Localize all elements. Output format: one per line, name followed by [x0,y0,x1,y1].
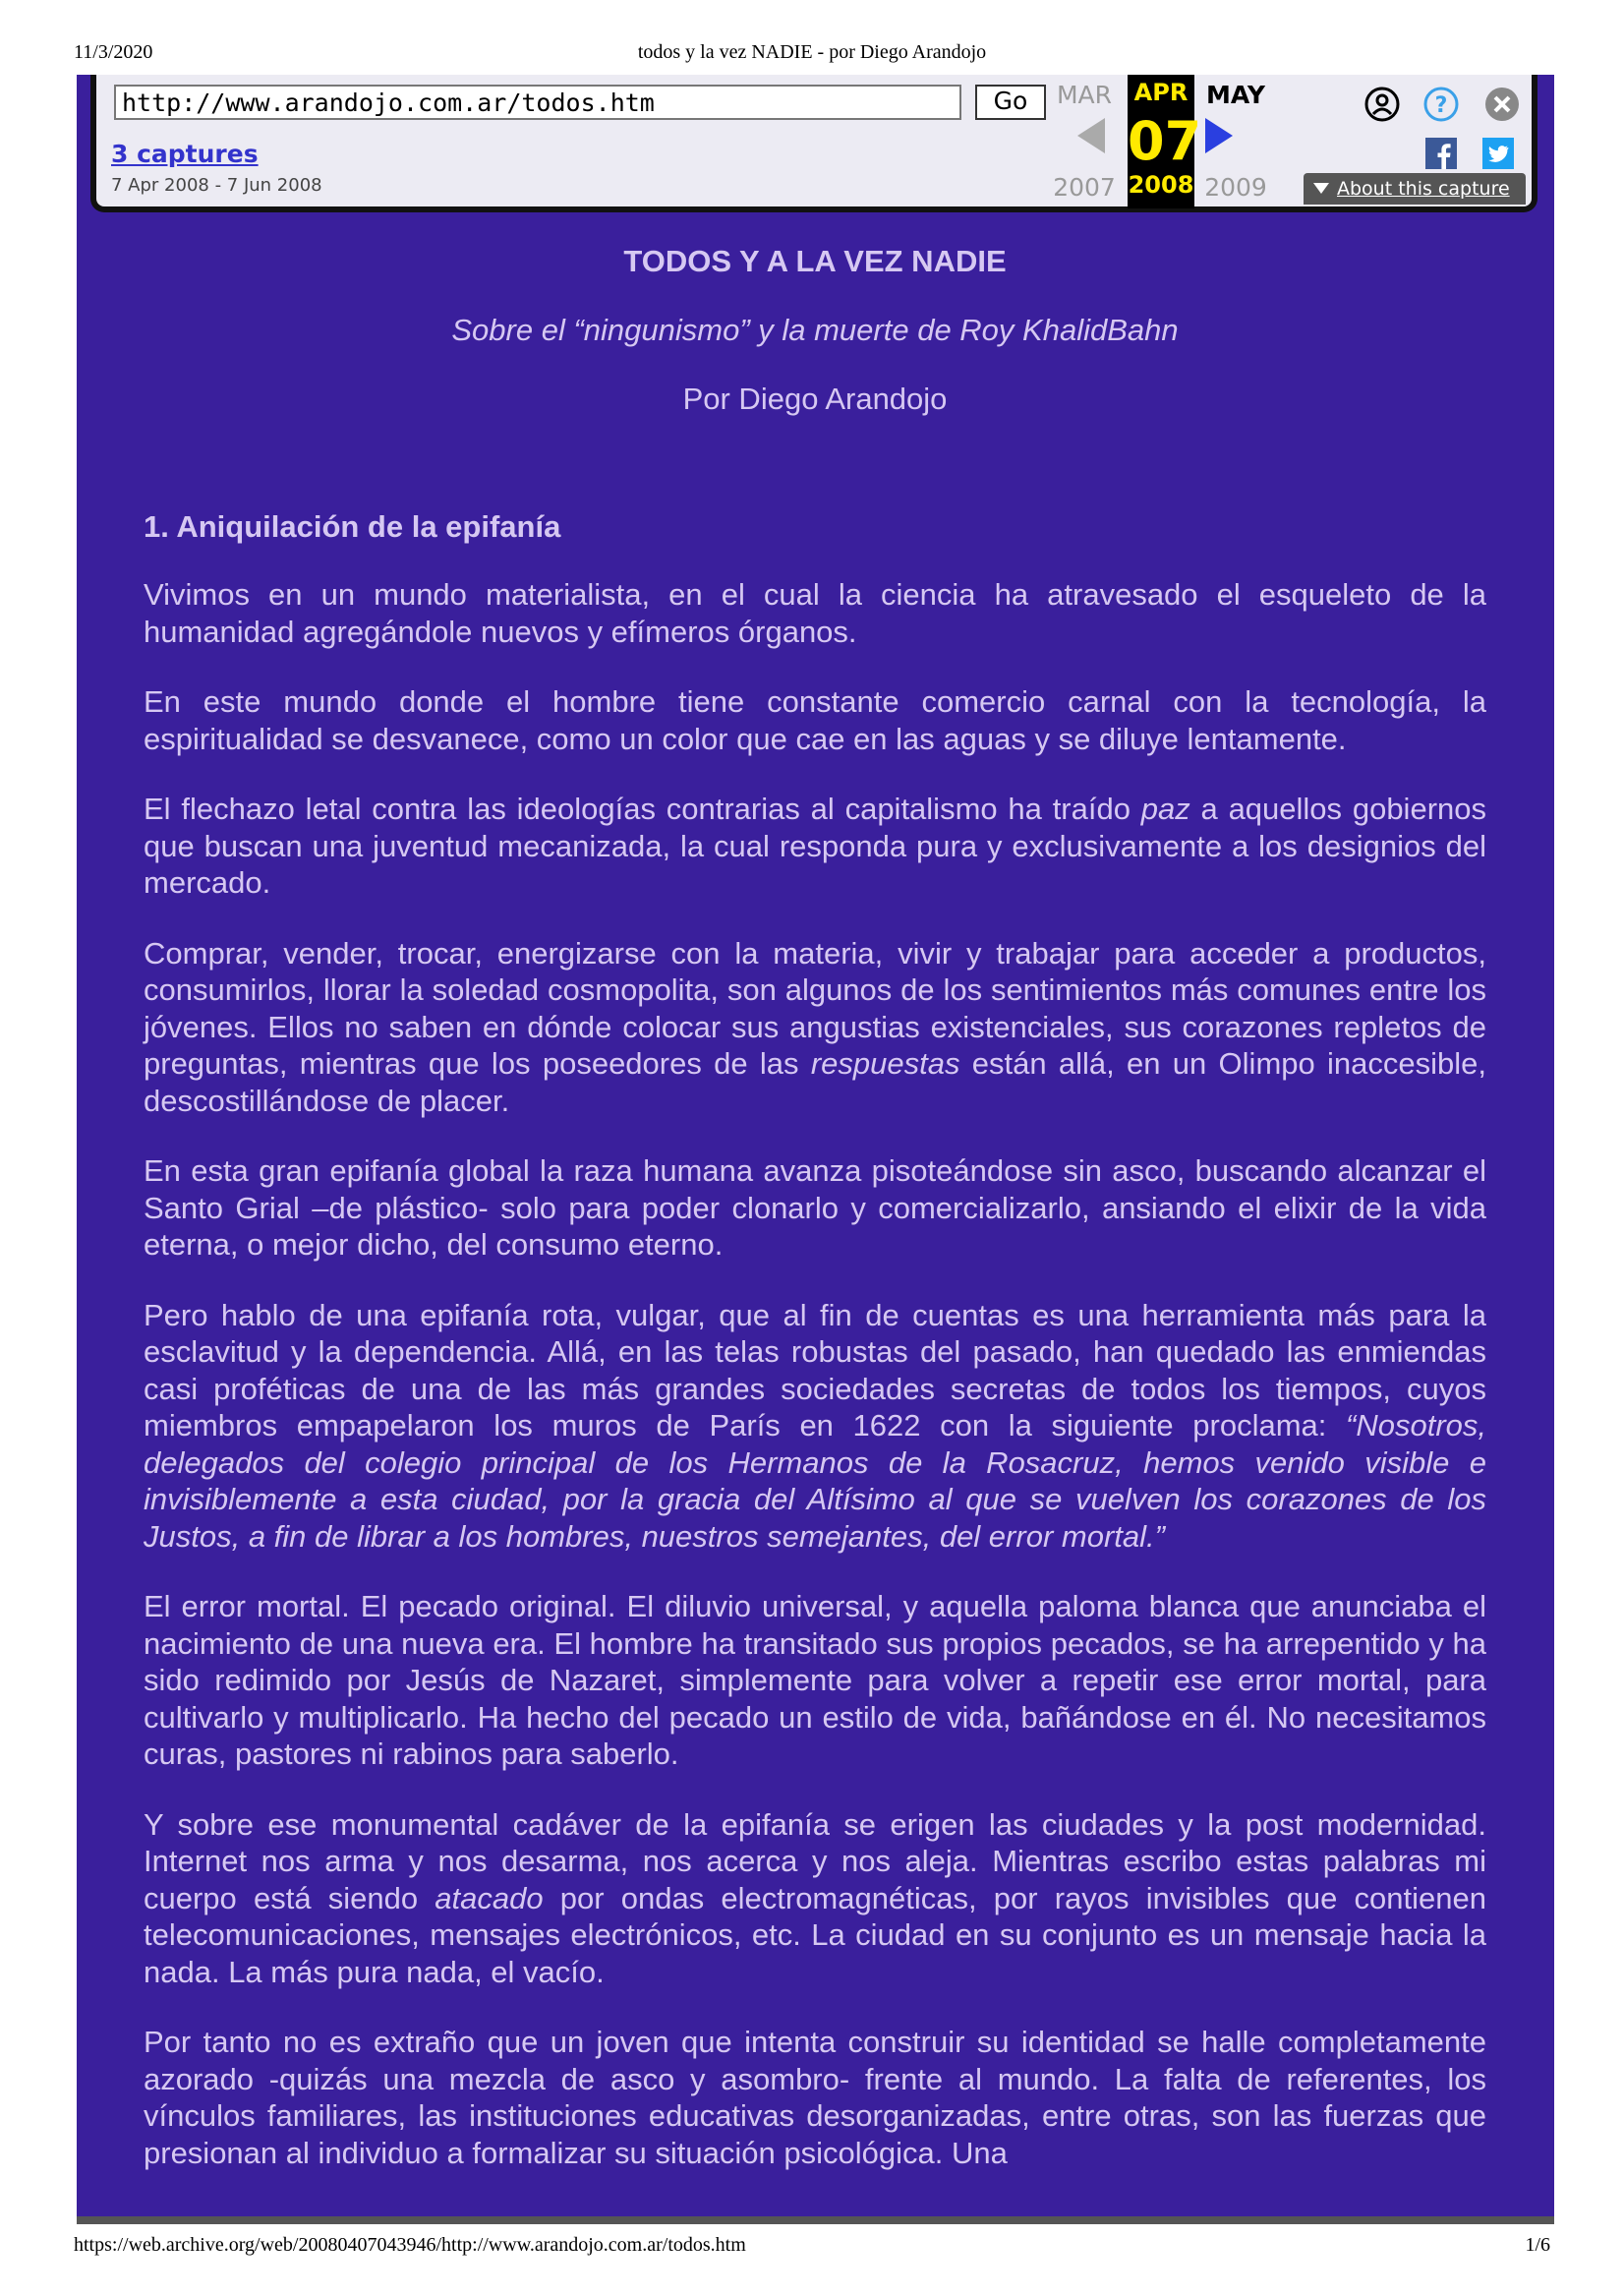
prev-month-link[interactable]: MAR [1056,81,1113,109]
page-bottom-rule [77,2216,1554,2224]
article-title: TODOS Y A LA VEZ NADIE [623,244,1007,278]
paragraph: Por tanto no es extraño que un joven que intenta construir su identidad se halle completamente azorado -quizás una mezcla de asco y asombro- frente al mundo. La falta de referentes, los vínculos familiares, las instituciones educativas desorganizadas, entre otras, son las fuerzas que presionan al individuo a formalizar su situación psicológica. Una [144,2025,1486,2170]
paragraph: Vivimos en un mundo materialista, en el cual la ciencia ha atravesado el esqueleto de la humanidad agregándole nuevos y efímeros órganos. [144,577,1486,649]
print-header [0,37,1624,67]
article [144,242,1486,2171]
print-date: 11/3/2020 [74,41,153,63]
captures-link[interactable]: 3 captures [111,140,259,168]
facebook-icon[interactable] [1425,138,1457,169]
prev-year-link[interactable]: 2007 [1053,173,1116,202]
current-year: 2008 [1128,171,1194,199]
print-document-title: todos y la vez NADIE - por Diego Arandojo [637,41,987,63]
paragraph: En este mundo donde el hombre tiene constante comercio carnal con la tecnología, la espiritualidad se desvanece, como un color que cae en las aguas y se diluye lentamente. [144,684,1486,756]
paragraph: En esta gran epifanía global la raza humana avanza pisoteándose sin asco, buscando alcanzar el Santo Grial –de plástico- solo para poder clonarlo y comercializarlo, ansiando el elixir de la vida eterna, o mejor dicho, del consumo eterno. [144,1153,1486,1262]
article-subtitle: Sobre el “ningunismo” y la muerte de Roy KhalidBahn [451,313,1179,347]
current-day: 07 [1128,110,1202,172]
next-month-link[interactable]: MAY [1206,81,1265,109]
paragraph: El flechazo letal contra las ideologías contrarias al capitalismo ha traído paz a aquellos gobiernos que buscan una juventud mecanizada, la cual responda pura y exclusivamente a los designios del mercado. [144,792,1486,900]
paragraph: El error mortal. El pecado original. El diluvio universal, y aquella paloma blanca que anunciaba el nacimiento de una nueva era. El hombre ha transitado sus propios pecados, se ha arrepentido y ha sido redimido por Jesús de Nazaret, simplemente para volver a repetir ese error mortal, para cultivarlo y multiplicarlo. Ha hecho del pecado un estilo de vida, bañándose en él. No necesitamos curas, pastores ni rabinos para saberlo. [144,1589,1486,1771]
wayback-toolbar [90,75,1537,212]
svg-text:?: ? [1434,93,1448,118]
print-source-url: https://web.archive.org/web/20080407043946/http://www.arandojo.com.ar/todos.htm [74,2234,746,2256]
next-capture-arrow-icon[interactable] [1205,118,1233,153]
help-icon[interactable] [1423,87,1459,122]
article-author: Por Diego Arandojo [682,382,948,416]
archived-page [77,75,1554,2221]
print-page-number: 1/6 [1525,2234,1550,2256]
next-year-link[interactable]: 2009 [1204,173,1267,202]
capture-date-range: 7 Apr 2008 - 7 Jun 2008 [111,175,322,196]
current-capture-date [1128,75,1202,208]
go-button[interactable]: Go [975,85,1046,120]
paragraph: Y sobre ese monumental cadáver de la epifanía se erigen las ciudades y la post modernidad. Internet nos arma y nos desarma, nos acerca y nos aleja. Mientras escribo estas palabras mi cuerpo está siendo atacado por ondas electromagnéticas, por rayos invisibles que contienen telecomunicaciones, mensajes electrónicos, etc. La ciudad en su conjunto es un mensaje hacia la nada. La más pura nada, el vacío. [144,1806,1486,1989]
current-month: APR [1133,79,1189,106]
about-capture-toggle[interactable] [1304,173,1526,205]
user-account-icon[interactable] [1364,87,1400,122]
section-heading: 1. Aniquilación de la epifanía [144,509,561,544]
paragraph: Pero hablo de una epifanía rota, vulgar, que al fin de cuentas es una herramienta más para la esclavitud y la dependencia. Allá, en las telas robustas del pasado, han quedado las enmiendas casi proféticas de una de las más grandes sociedades secretas de todos los tiempos, cuyos miembros empapelaron los muros de París en 1622 con la siguiente proclama: “Nosotros, delegados del colegio principal de los Hermanos de la Rosacruz, hemos venido visible e invisiblemente a esta ciudad, por la gracia del Altísimo al que se vuelven los corazones de los Justos, a fin de librar a los hombres, nuestros semejantes, del error mortal.” [144,1297,1486,1554]
paragraph: Comprar, vender, trocar, energizarse con la materia, vivir y trabajar para acceder a productos, consumirlos, llorar la soledad cosmopolita, son algunos de los sentimientos más comunes entre los jóvenes. Ellos no saben en dónde colocar sus angustias existenciales, sus corazones repletos de preguntas, mientras que los poseedores de las respuestas están allá, en un Olimpo inaccesible, descostillándose de placer. [144,935,1487,1118]
print-footer [0,2230,1624,2260]
twitter-icon[interactable] [1482,138,1514,169]
url-input[interactable]: http://www.arandojo.com.ar/todos.htm [114,85,961,120]
about-capture-label: About this capture [1337,178,1510,200]
close-icon[interactable] [1484,87,1520,122]
prev-capture-arrow-icon [1077,118,1105,153]
caret-down-icon [1313,183,1329,194]
